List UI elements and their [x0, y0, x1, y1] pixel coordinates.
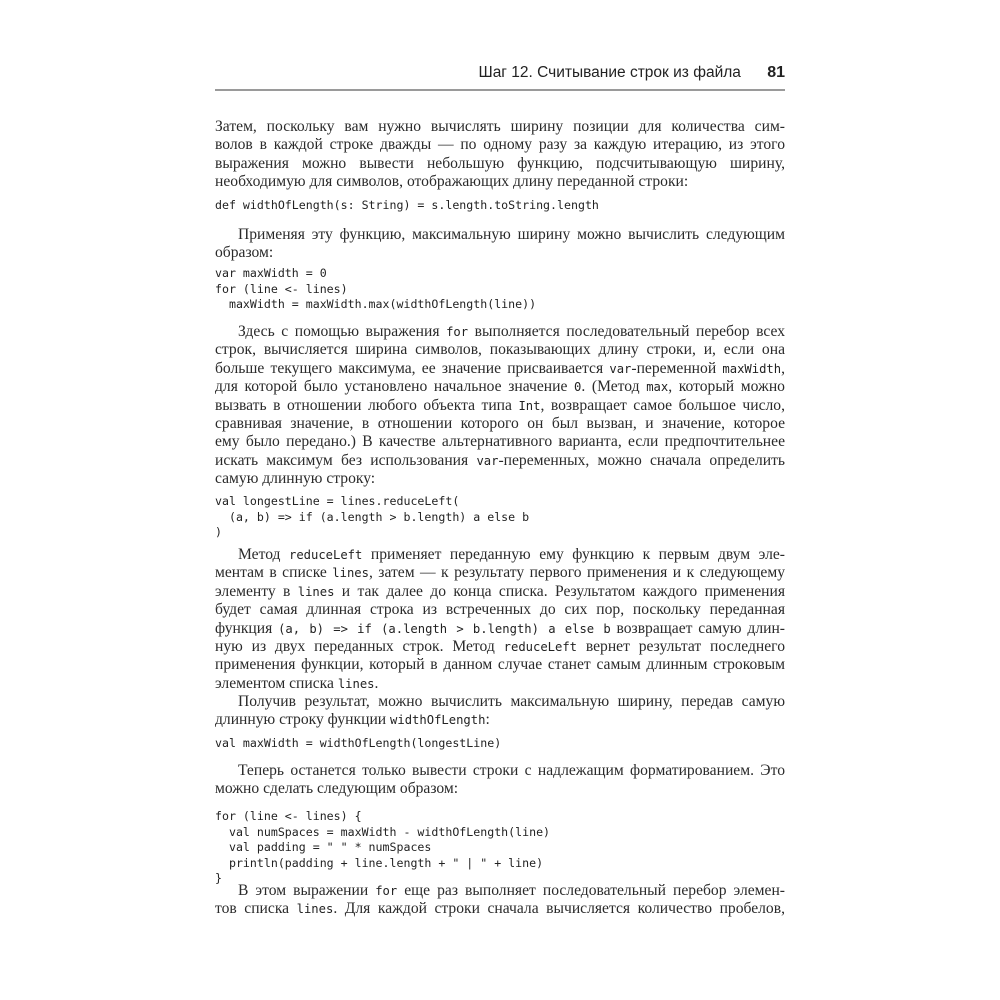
text-line: можно сделать следующим образом:	[215, 780, 459, 798]
inline-code: lines	[337, 676, 375, 691]
text-line: для которой было установлено начальное значение 0. (Метод max, который можно	[215, 378, 785, 396]
text-line: Здесь с помощью выражения for выполняется последовательный перебор всех	[238, 323, 786, 340]
text-line: Применяя эту функцию, максимальную ширину можно вычислить следующим	[238, 226, 785, 243]
paragraph	[215, 546, 785, 693]
page-number: 81	[767, 64, 785, 81]
text-line: выражения можно вывести небольшую функцию, подсчитывающую ширину,	[215, 154, 785, 172]
text-line: необходимую для символов, отображающих длину переданной строки:	[215, 173, 689, 191]
inline-code: 0	[574, 380, 582, 395]
text-line: больше текущего максимума, ее значение присваивается var-переменной maxWidth,	[215, 359, 785, 377]
text-line: тов списка lines. Для каждой строки сначала вычисляется количество пробелов,	[215, 900, 785, 918]
paragraph	[215, 226, 785, 263]
paragraph	[215, 882, 785, 919]
text-line: Получив результат, можно вычислить максимальную ширину, передав самую	[238, 693, 785, 710]
code-line: var maxWidth = 0	[215, 266, 327, 280]
code-line: val maxWidth = widthOfLength(longestLine)	[215, 736, 502, 750]
inline-code: (a, b) => if (a.length > b.length) a else b	[278, 621, 611, 636]
inline-code: max	[646, 380, 669, 395]
code-line: )	[215, 525, 222, 539]
text-line: волов в каждой строке дважды — по одному разу за каждую итерацию, из этого	[215, 136, 785, 154]
paragraph	[215, 693, 785, 730]
paragraph	[215, 323, 785, 489]
inline-code: lines	[297, 584, 335, 599]
inline-code: reduceLeft	[288, 548, 363, 562]
code-line: (a, b) => if (a.length > b.length) a else b	[215, 509, 530, 524]
text-line: В этом выражении for еще раз выполняет последовательный перебор элемен-	[238, 882, 785, 899]
code-line: }	[215, 871, 222, 885]
text-line: ему было передано.) В качестве альтернативного варианта, если предпочтительнее	[215, 433, 785, 451]
paragraph	[215, 762, 785, 799]
text-line: будет самая длинная строка из встреченных до сих пор, поскольку переданная	[215, 601, 785, 619]
text-line: применения функции, который в данном случае станет самым длинным строковым	[215, 656, 785, 674]
code-listing	[215, 266, 785, 313]
text-line: самую длинную строку:	[215, 470, 376, 488]
text-line: ную из двух переданных строк. Метод reduceLeft вернет результат последнего	[215, 637, 785, 655]
code-line: for (line <- lines) {	[215, 809, 362, 823]
inline-code: var	[609, 361, 632, 376]
header-rule	[215, 89, 785, 91]
text-line: длинную строку функции widthOfLength:	[215, 711, 490, 729]
code-listing	[215, 809, 785, 887]
text-line: вызвать в отношении любого объекта типа Int, возвращает самое большое число,	[215, 396, 785, 414]
inline-code: reduceLeft	[503, 639, 578, 654]
code-line: val longestLine = lines.reduceLeft(	[215, 494, 460, 508]
inline-code: for	[375, 884, 398, 898]
paragraph	[215, 118, 785, 192]
code-line: val padding = " " * numSpaces	[215, 840, 432, 854]
text-line: Затем, поскольку вам нужно вычислять ширину позиции для количества сим-	[215, 118, 785, 135]
inline-code: widthOfLength	[390, 713, 486, 728]
code-line: def widthOfLength(s: String) = s.length.toString.length	[215, 198, 599, 212]
text-line: образом:	[215, 244, 274, 262]
text-line: элементом списка lines.	[215, 674, 379, 692]
running-header	[215, 64, 785, 86]
code-line: val numSpaces = maxWidth - widthOfLength(line)	[215, 824, 551, 839]
text-line: функция (a, b) => if (a.length > b.length) a else b возвращает самую длин-	[215, 619, 785, 637]
text-line: Метод reduceLeft применяет переданную ему функцию к первым двум эле-	[238, 546, 785, 563]
inline-code: maxWidth	[722, 361, 782, 376]
text-line: элементу в lines и так далее до конца списка. Результатом каждого применения	[215, 582, 785, 600]
inline-code: var	[476, 453, 499, 468]
text-line: искать максимум без использования var-переменных, можно сначала определить	[215, 451, 785, 469]
code-line: maxWidth = maxWidth.max(widthOfLength(line))	[215, 297, 537, 311]
code-line: println(padding + line.length + " | " + line)	[215, 855, 544, 870]
code-line: for (line <- lines)	[215, 281, 348, 296]
text-line: строк, вычисляется ширина символов, показывающих длину строки, и, если она	[215, 341, 785, 359]
code-listing	[215, 494, 785, 541]
code-listing	[215, 736, 785, 752]
text-line: Теперь останется только вывести строки с надлежащим форматированием. Это	[238, 762, 785, 779]
inline-code: for	[446, 325, 469, 339]
inline-code: Int	[518, 398, 541, 413]
text-line: сравнивая значение, в отношении которого он был вызван, и значение, которое	[215, 414, 785, 432]
code-listing	[215, 198, 785, 214]
chapter-title: Шаг 12. Считывание строк из файла	[478, 64, 741, 81]
inline-code: lines	[332, 566, 369, 581]
text-line: ментам в списке lines, затем — к результату первого применения и к следующему	[215, 564, 785, 582]
inline-code: lines	[296, 902, 334, 917]
